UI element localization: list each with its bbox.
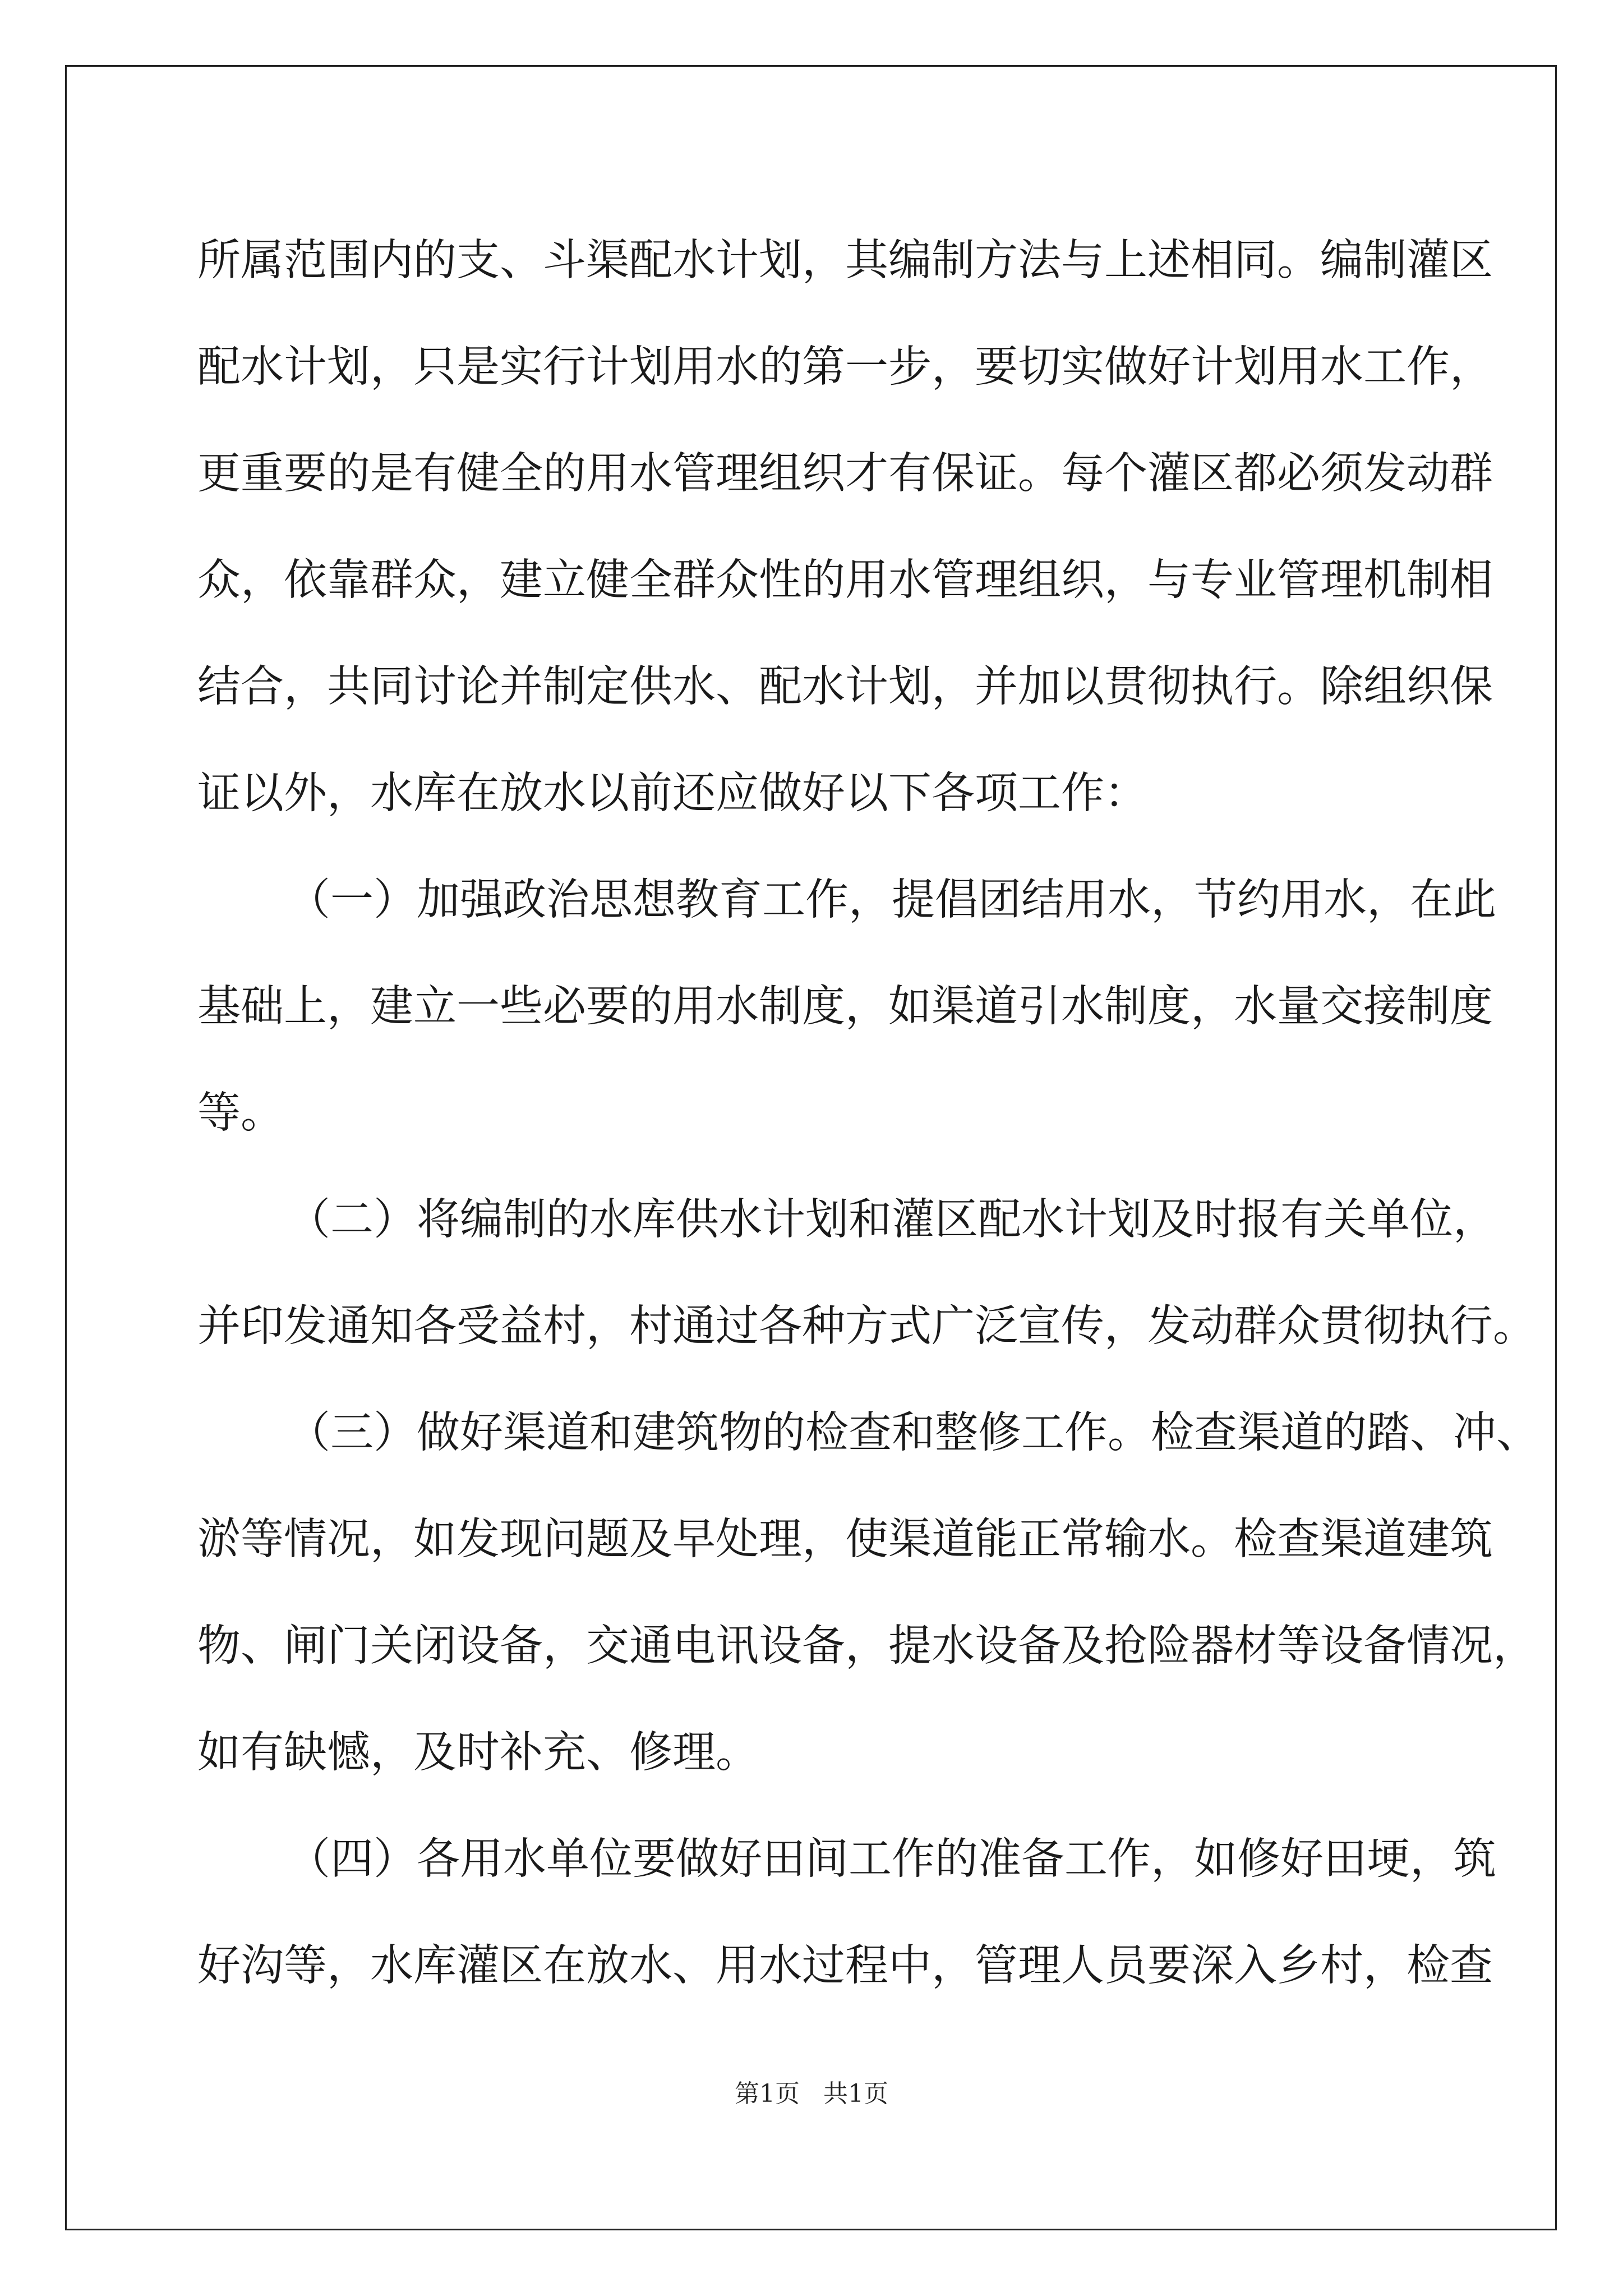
text-line: 如有缺憾，及时补充、修理。	[197, 1728, 759, 1778]
text-line: （四）各用水单位要做好田间工作的准备工作，如修好田埂，筑	[287, 1834, 1496, 1884]
text-line: （一）加强政治思想教育工作，提倡团结用水，节约用水，在此	[287, 875, 1496, 925]
text-line: 物、闸门关闭设备，交通电讯设备，提水设备及抢险器材等设备情况，	[197, 1621, 1536, 1671]
text-line: 并印发通知各受益村，村通过各种方式广泛宣传，发动群众贯彻执行。	[197, 1301, 1536, 1351]
page-footer: 第1页 共1页	[735, 2079, 888, 2108]
text-line: 配水计划，只是实行计划用水的第一步，要切实做好计划用水工作，	[197, 342, 1493, 392]
text-line: 证以外，水库在放水以前还应做好以下各项工作：	[197, 769, 1147, 818]
text-line: 所属范围内的支、斗渠配水计划，其编制方法与上述相同。编制灌区	[197, 236, 1493, 286]
text-line: 等。	[197, 1088, 284, 1138]
document-body	[197, 208, 1539, 2019]
text-line: 众，依靠群众，建立健全群众性的用水管理组织，与专业管理机制相	[197, 555, 1493, 605]
text-line: 结合，共同讨论并制定供水、配水计划，并加以贯彻执行。除组织保	[197, 662, 1493, 712]
text-line: （二）将编制的水库供水计划和灌区配水计划及时报有关单位，	[287, 1195, 1496, 1245]
text-line: 好沟等，水库灌区在放水、用水过程中，管理人员要深入乡村，检查	[197, 1941, 1493, 1991]
text-line: 基础上，建立一些必要的用水制度，如渠道引水制度，水量交接制度	[197, 982, 1493, 1032]
text-line: 更重要的是有健全的用水管理组织才有保证。每个灌区都必须发动群	[197, 449, 1493, 499]
text-line: （三）做好渠道和建筑物的检查和整修工作。检查渠道的踏、冲、	[287, 1408, 1539, 1458]
text-line: 淤等情况，如发现问题及早处理，使渠道能正常输水。检查渠道建筑	[197, 1515, 1493, 1565]
